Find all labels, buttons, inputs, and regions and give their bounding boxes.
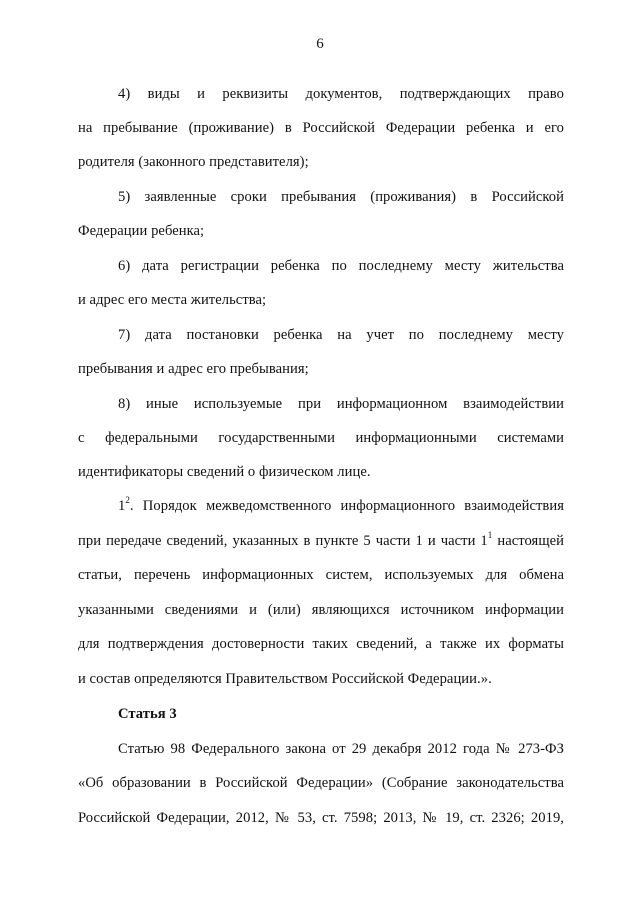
item-7-line-2: пребывания и адрес его пребывания; — [78, 361, 309, 377]
clause-1-2-line-2 — [78, 531, 564, 551]
article-3-heading: Статья 3 — [118, 706, 177, 722]
item-4-line-1: 4) виды и реквизиты документов, подтверждающих право — [118, 86, 564, 102]
item-5-line-1: 5) заявленные сроки пребывания (проживания) в Российской — [118, 189, 564, 205]
clause-1-2-line-1 — [118, 496, 564, 516]
clause-1-2-line-6: и состав определяются Правительством Российской Федерации.». — [78, 671, 492, 687]
item-4-line-3: родителя (законного представителя); — [78, 154, 309, 170]
item-8-line-1: 8) иные используемые при информационном взаимодействии — [118, 396, 564, 412]
item-6-line-1: 6) дата регистрации ребенка по последнему месту жительства — [118, 258, 564, 274]
clause-1-2-line-4: указанными сведениями и (или) являющихся источником информации — [78, 602, 564, 618]
item-8-line-2: с федеральными государственными информационными системами — [78, 430, 564, 446]
article-3-line-1: Статью 98 Федерального закона от 29 декабря 2012 года № 273-ФЗ — [118, 741, 564, 757]
article-3-line-3: Российской Федерации, 2012, № 53, ст. 7598; 2013, № 19, ст. 2326; 2019, — [78, 810, 564, 826]
clause-line-2-tail: настоящей — [492, 533, 564, 549]
item-6-line-2: и адрес его места жительства; — [78, 292, 267, 308]
clause-number-superscript: 2 — [125, 495, 130, 506]
clause-1-2-line-3: статьи, перечень информационных систем, используемых для обмена — [78, 567, 564, 583]
clause-1-2-line-5: для подтверждения достоверности таких сведений, а также их форматы — [78, 636, 564, 652]
clause-line-2-text: при передаче сведений, указанных в пункте 5 части 1 и части 1 — [78, 533, 488, 549]
clause-number — [118, 495, 130, 514]
clause-number-base: 1 — [118, 498, 126, 514]
item-4-line-2: на пребывание (проживание) в Российской Федерации ребенка и его — [78, 120, 564, 136]
item-7-line-1: 7) дата постановки ребенка на учет по последнему месту — [118, 327, 564, 343]
item-5-line-2: Федерации ребенка; — [78, 223, 205, 239]
page-number: 6 — [316, 36, 324, 52]
item-8-line-3: идентификаторы сведений о физическом лице. — [78, 464, 371, 480]
article-3-line-2: «Об образовании в Российской Федерации» (Собрание законодательства — [78, 775, 564, 791]
clause-part-superscript: 1 — [487, 530, 493, 541]
clause-line-1-text: . Порядок межведомственного информационного взаимодействия — [129, 498, 564, 514]
